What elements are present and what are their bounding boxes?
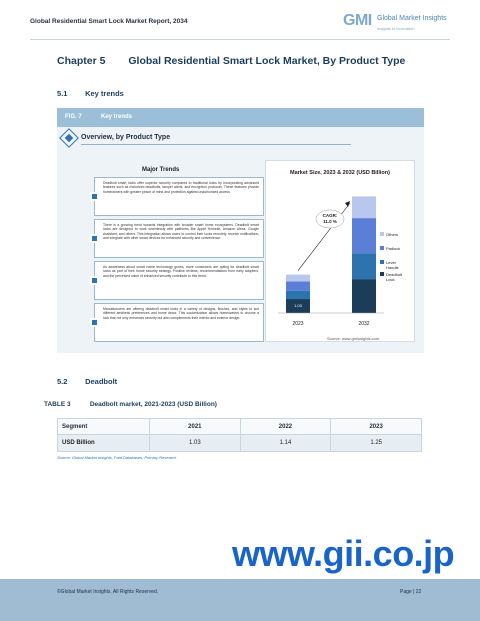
table-caption (44, 401, 217, 408)
bar-segment (286, 291, 310, 299)
table-header-row (58, 419, 422, 435)
legend-swatch (380, 260, 384, 264)
report-title: Global Residential Smart Lock Market Report, 2034 (30, 18, 188, 25)
legend-label: Handle (386, 265, 399, 270)
bullet-square-icon (90, 276, 99, 285)
chapter-title: Global Residential Smart Lock Market, By Product Type (128, 55, 406, 67)
table-row (58, 435, 422, 452)
legend-swatch (380, 246, 384, 250)
bar-segment (352, 218, 376, 253)
cagr-label: CAGR: (322, 213, 338, 218)
section-heading-key-trends (57, 89, 124, 98)
bar-segment (286, 275, 310, 282)
column-header: 2023 (331, 419, 422, 435)
section-title: Key trends (85, 89, 124, 98)
column-header: Segment (58, 419, 150, 435)
cagr-value: 11.0 % (323, 219, 337, 224)
section-heading-deadbolt (57, 377, 117, 386)
market-size-chart (265, 160, 415, 342)
logo-mark: GMI (343, 12, 372, 29)
data-label: 1.03 (294, 303, 302, 308)
overview-underline (81, 144, 351, 145)
figure-source: Source: www.gminsights.com (327, 336, 380, 341)
table-cell: 1.25 (331, 435, 422, 452)
bar-segment (286, 281, 310, 290)
section-number: 5.1 (57, 89, 68, 98)
watermark-link[interactable]: www.gii.co.jp (232, 533, 455, 574)
trend-text: Manufacturers are offering deadbolt smart locks in a variety of designs, finishes, and styles to suit different aesthetic preferences and home decor. This customization allows homeowners to choose a lock that not only enhances security but also complements their interior and exterior design. (103, 307, 259, 320)
header-divider (30, 39, 450, 40)
gmi-logo[interactable] (343, 12, 451, 38)
trend-card (94, 219, 264, 258)
legend-swatch (380, 272, 384, 276)
bar-segment (352, 279, 376, 313)
trend-text: Deadbolt smart locks offer superior security compared to traditional locks by incorporating advanced features such as motorized deadbolts, tamper alerts, and encryption protocols. These features provide homeowners with greater peace of mind and protection against unauthorized access. (103, 181, 259, 194)
diamond-icon (59, 128, 79, 148)
column-header: 2022 (240, 419, 331, 435)
trend-text: As awareness about smart home technology grows, more consumers are opting for deadbolt smart locks as part of their home security strategy. Positive reviews, recommendations from early adopters, and the perceived value of enhanced security contribute to this trend. (103, 265, 259, 278)
x-tick-label: 2032 (358, 321, 370, 327)
bullet-square-icon (90, 234, 99, 243)
bar-segment (352, 253, 376, 279)
section-number: 5.2 (57, 377, 68, 386)
legend-label: Padlock (386, 246, 401, 251)
chapter-heading (57, 55, 405, 67)
trend-card (94, 177, 264, 216)
trend-card (94, 261, 264, 300)
figure-panel (57, 127, 424, 353)
legend-label: Lock (386, 277, 395, 282)
x-tick-label: 2023 (292, 321, 304, 327)
legend-label: Deadbolt (386, 272, 403, 277)
overview-title: Overview, by Product Type (81, 134, 171, 141)
section-title: Deadbolt (85, 377, 118, 386)
table-cell: USD Billion (58, 435, 150, 452)
logo-name: Global Market Insights (377, 15, 447, 22)
figure-caption-bar (57, 108, 424, 127)
chart-canvas (266, 161, 416, 343)
table-label: TABLE 3 (44, 401, 71, 408)
logo-tagline: Insights to innovation (377, 26, 415, 31)
figure-label: FIG. 7 (65, 114, 82, 120)
bullet-square-icon (90, 192, 99, 201)
legend-label: Others (386, 232, 399, 237)
trend-card (94, 303, 264, 342)
bullet-square-icon (90, 318, 99, 327)
page-footer (0, 579, 480, 621)
table-cell: 1.14 (240, 435, 331, 452)
bar-segment (352, 196, 376, 218)
footer-copyright: ©Global Market Insights. All Rights Reserved. (57, 589, 159, 595)
chart-title: Market Size, 2023 & 2032 (USD Billion) (290, 170, 390, 176)
chapter-number: Chapter 5 (57, 55, 106, 67)
column-header: 2021 (150, 419, 241, 435)
table-title: Deadbolt market, 2021-2023 (USD Billion) (89, 401, 217, 408)
table-source: Source: Global Market Insights, Paid Databases, Primary Research (57, 455, 177, 460)
trend-text: There is a growing trend towards integration with broader smart home ecosystems. Deadbolt smart locks are designed to work seamlessly with platforms like Apple Homekit, Amazon Alexa, Google Assistant, and others. This integration allows users to control their locks remotely, receive notifications, and integrate with other smart devices for enhanced security and convenience. (103, 223, 259, 240)
legend-label: Lever (386, 260, 397, 265)
figure-title: Key trends (101, 114, 133, 120)
page-number: Page | 22 (400, 589, 422, 595)
legend-swatch (380, 232, 384, 236)
major-trends-title: Major Trends (142, 167, 180, 173)
deadbolt-market-table (57, 418, 422, 452)
table-cell: 1.03 (150, 435, 241, 452)
